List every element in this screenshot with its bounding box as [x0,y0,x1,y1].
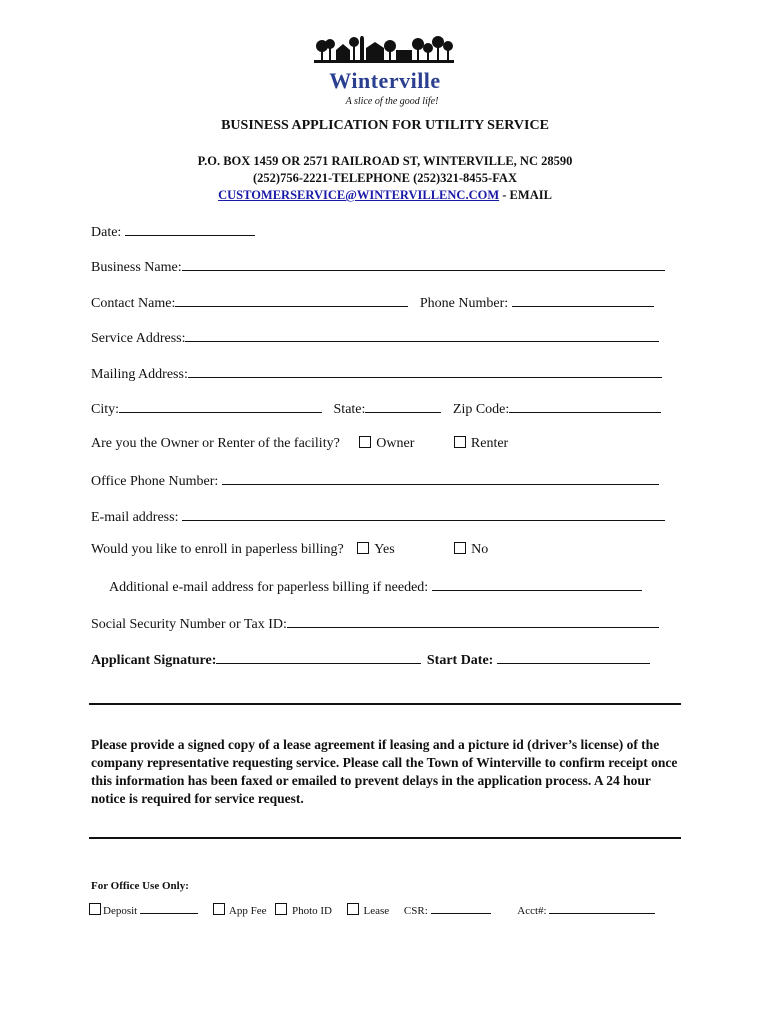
renter-checkbox[interactable] [454,436,466,448]
page-title: BUSINESS APPLICATION FOR UTILITY SERVICE [221,118,549,133]
service-address-label: Service Address: [91,331,186,346]
start-date-field[interactable] [497,650,650,664]
email-address-field[interactable] [182,507,665,521]
city-field[interactable] [119,399,322,413]
phone-number-field[interactable] [512,293,654,307]
business-name-row [91,257,665,277]
paperless-yes-label: Yes [374,542,395,557]
zip-label: Zip Code: [452,402,510,417]
phone-fax-line: (252)756-2221-TELEPHONE (252)321-8455-FAX [253,171,517,185]
paperless-question-label: Would you like to enroll in paperless billing? [91,542,344,557]
divider-bottom [89,837,681,839]
mailing-address-line: P.O. BOX 1459 OR 2571 RAILROAD ST, WINTERVILLE, NC 28590 [197,154,573,168]
contact-row [91,293,654,313]
office-phone-label: Office Phone Number: [91,474,219,489]
logo-wordmark: Winterville [329,68,441,93]
deposit-field[interactable] [140,904,198,914]
additional-email-row [109,577,642,597]
owner-question-label: Are you the Owner or Renter of the facility? [91,436,340,451]
app-fee-checkbox[interactable] [213,903,225,915]
additional-email-label: Additional e-mail address for paperless billing if needed: [109,580,429,595]
owner-renter-row [91,435,508,453]
paperless-no-checkbox[interactable] [454,542,466,554]
notice-text: Please provide a signed copy of a lease agreement if leasing and a picture id (driver’s license) of the company representative requesting service. Please call the Town of Winterville to confirm receipt once this information has been faxed or emailed to prevent delays in the application process. A 24 hour notice is required for service request. [91,737,678,806]
email-suffix: - EMAIL [499,188,552,202]
signature-field[interactable] [216,650,421,664]
paperless-row [91,541,488,559]
app-fee-label: App Fee [228,905,267,917]
divider-top [89,703,681,705]
contact-name-field[interactable] [175,293,408,307]
service-address-field[interactable] [185,328,659,342]
acct-field[interactable] [549,904,655,914]
signature-row [91,650,650,670]
email-link[interactable]: CUSTOMERSERVICE@WINTERVILLENC.COM [218,188,500,202]
signature-label: Applicant Signature: [91,653,217,668]
contact-name-label: Contact Name: [91,296,176,311]
mailing-address-field[interactable] [188,364,662,378]
mailing-address-row [91,364,662,384]
lease-label: Lease [363,905,390,917]
date-label: Date: [91,225,122,240]
deposit-label: Deposit [103,905,138,917]
office-use-title: For Office Use Only: [91,880,189,892]
photo-id-label: Photo ID [291,905,332,917]
office-phone-field[interactable] [222,471,659,485]
ssn-label: Social Security Number or Tax ID: [91,617,287,632]
owner-label: Owner [376,436,415,451]
state-label: State: [333,402,366,417]
csr-label: CSR: [403,905,428,917]
paperless-no-label: No [471,542,489,557]
office-phone-row [91,471,659,491]
start-date-label: Start Date: [426,653,494,668]
business-name-field[interactable] [182,257,665,271]
logo-tagline: A slice of the good life! [345,96,439,107]
city-state-zip-row [91,399,661,419]
ssn-row [91,614,659,634]
date-field[interactable] [125,222,255,236]
service-address-row [91,328,659,348]
zip-field[interactable] [509,399,661,413]
date-row [91,222,255,242]
city-label: City: [91,402,120,417]
office-use-row [89,904,655,917]
state-field[interactable] [365,399,441,413]
deposit-checkbox[interactable] [89,903,101,915]
csr-field[interactable] [431,904,491,914]
photo-id-checkbox[interactable] [275,903,287,915]
lease-checkbox[interactable] [347,903,359,915]
mailing-address-label: Mailing Address: [91,367,188,382]
renter-label: Renter [470,436,509,451]
email-address-label: E-mail address: [91,510,179,525]
acct-label: Acct#: [517,905,547,917]
additional-email-field[interactable] [432,577,642,591]
business-name-label: Business Name: [91,260,182,275]
phone-number-label: Phone Number: [419,296,509,311]
ssn-field[interactable] [287,614,659,628]
owner-checkbox[interactable] [359,436,371,448]
email-line [0,188,770,203]
paperless-yes-checkbox[interactable] [357,542,369,554]
email-address-row [91,507,665,527]
winterville-logo [312,36,458,110]
